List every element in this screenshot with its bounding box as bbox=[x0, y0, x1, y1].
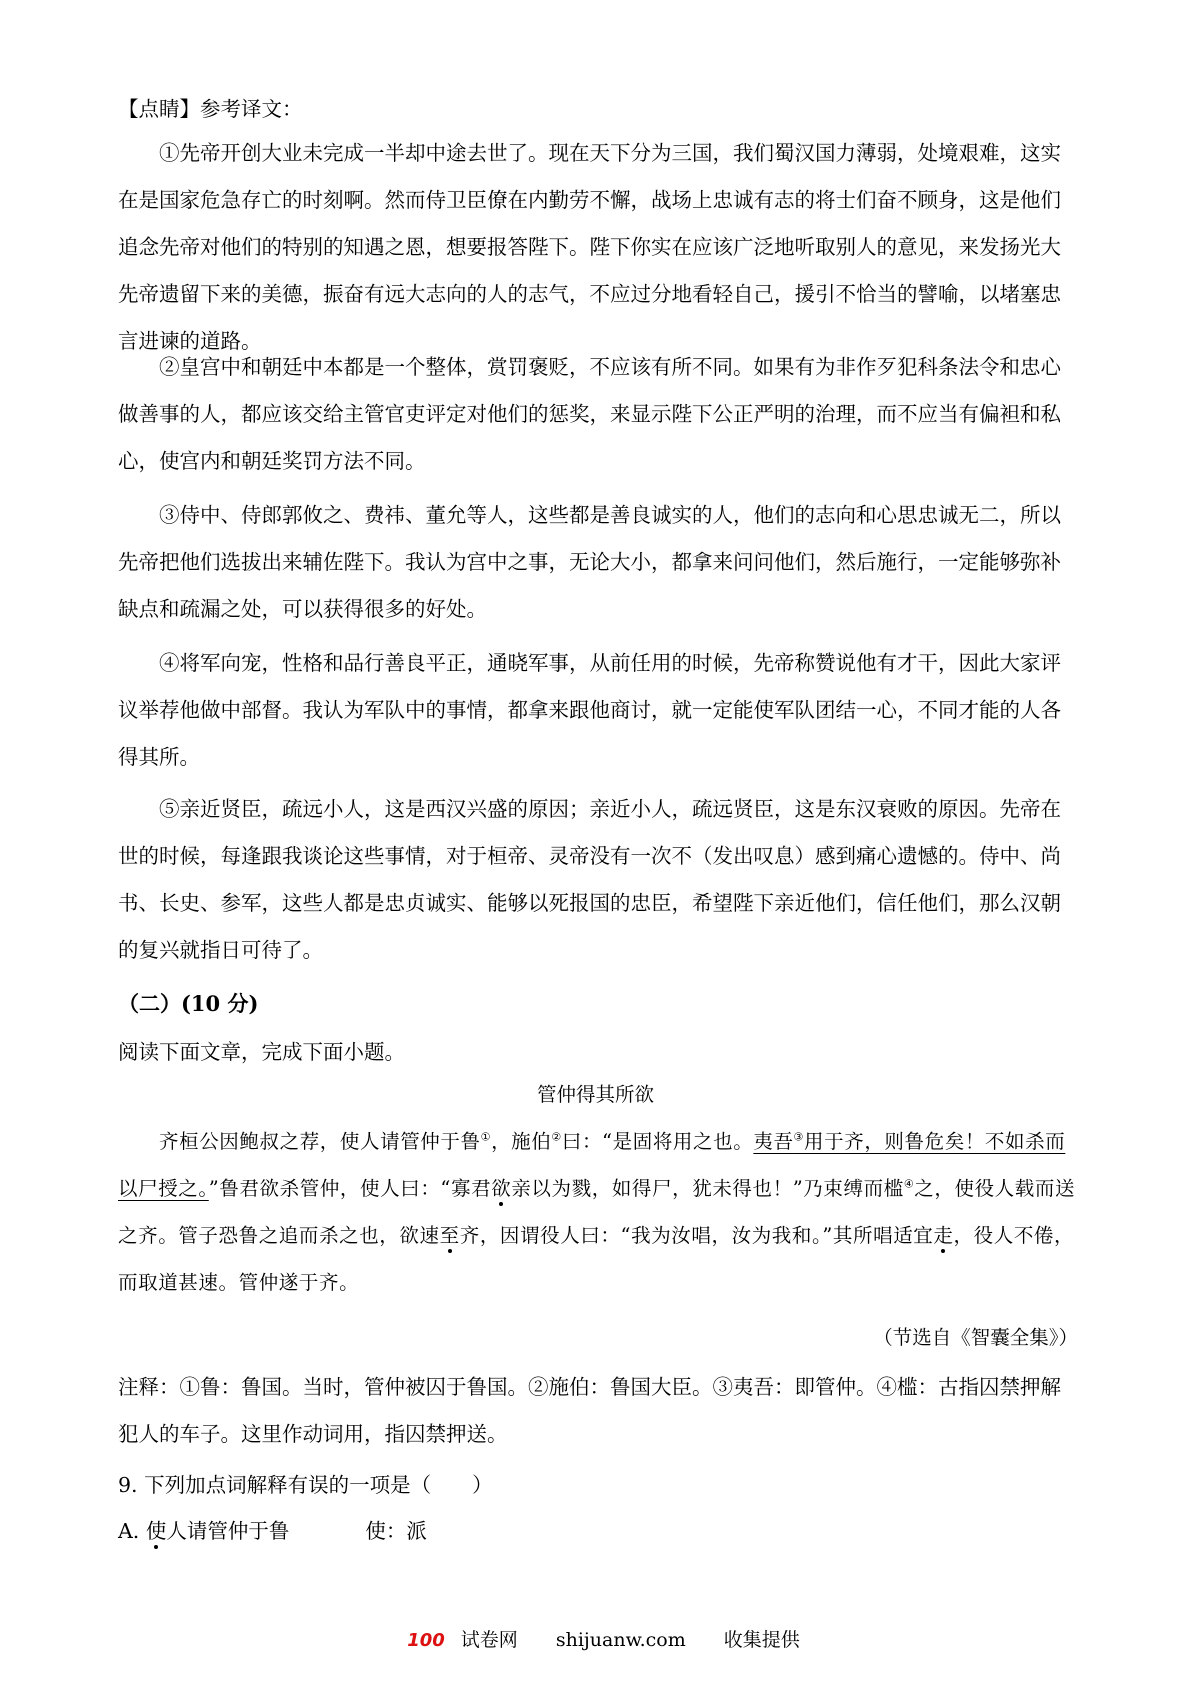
classical-passage: 齐桓公因鲍叔之荐，使人请管仲于鲁①，施伯②曰：“是固将用之也。夷吾③用于齐，则鲁危矣！不如杀而以尸授之。”鲁君欲杀管仲，使人曰：“寡君欲亲以为戮，如得尸，犹未得也！”乃束缚而槛④之，使役人载而送之齐。管子恐鲁之追而杀之也，欲速至齐，因谓役人曰：“我为汝唱，汝为我和。”其所唱适宜走，役人不倦，而取道甚速。管仲遂于齐。 bbox=[118, 1130, 1076, 1294]
dianjing-label: 【点睛】参考译文： bbox=[118, 97, 303, 121]
passage-source: （节选自《智囊全集》） bbox=[873, 1326, 1078, 1349]
underlined-sentence: 夷吾③用于齐，则鲁危矣！不如杀而以尸授之。 bbox=[118, 1130, 1066, 1200]
dotted-word-zhi: 至 bbox=[439, 1224, 460, 1247]
passage-notes: 注释：①鲁：鲁国。当时，管仲被囚于鲁国。②施伯：鲁国大臣。③夷吾：即管仲。④槛：古指囚禁押解犯人的车子。这里作动词用，指囚禁押送。 bbox=[118, 1375, 1061, 1446]
page-footer bbox=[0, 1625, 1191, 1652]
passage-title: 管仲得其所欲 bbox=[536, 1083, 654, 1106]
site-logo: 100 bbox=[407, 1630, 445, 1651]
dotted-word-zou: 走 bbox=[933, 1224, 954, 1247]
question-stem: 9. 下列加点词解释有误的一项是（ ） bbox=[118, 1473, 493, 1497]
dotted-word-shi: 使 bbox=[145, 1519, 167, 1543]
site-url[interactable]: shijuanw.com bbox=[555, 1629, 686, 1651]
provided-text: 收集提供 bbox=[723, 1629, 800, 1651]
site-name: 试卷网 bbox=[460, 1629, 518, 1651]
translation-paragraph-2: ②皇宫中和朝廷中本都是一个整体，赏罚褒贬，不应该有所不同。如果有为非作歹犯科条法令和忠心做善事的人，都应该交给主管官吏评定对他们的惩奖，来显示陛下公正严明的治理，而不应当有偏袒和私心，使宫内和朝廷奖罚方法不同。 bbox=[118, 355, 1061, 473]
translation-paragraph-3: ③侍中、侍郎郭攸之、费祎、董允等人，这些都是善良诚实的人，他们的志向和心思忠诚无二，所以先帝把他们选拔出来辅佐陛下。我认为宫中之事，无论大小，都拿来问问他们，然后施行，一定能够弥补缺点和疏漏之处，可以获得很多的好处。 bbox=[118, 503, 1061, 621]
option-a: A. 使人请管仲于鲁 使：派 bbox=[118, 1519, 427, 1543]
section-instruction: 阅读下面文章，完成下面小题。 bbox=[118, 1040, 405, 1064]
translation-paragraph-4: ④将军向宠，性格和品行善良平正，通晓军事，从前任用的时候，先帝称赞说他有才干，因此大家评议举荐他做中部督。我认为军队中的事情，都拿来跟他商讨，就一定能使军队团结一心，不同才能的人各得其所。 bbox=[118, 651, 1061, 769]
section-heading: （二）(10 分) bbox=[118, 991, 259, 1016]
translation-paragraph-1: ①先帝开创大业未完成一半却中途去世了。现在天下分为三国，我们蜀汉国力薄弱，处境艰难，这实在是国家危急存亡的时刻啊。然而侍卫臣僚在内勤劳不懈，战场上忠诚有志的将士们奋不顾身，这是他们追念先帝对他们的特别的知遇之恩，想要报答陛下。陛下你实在应该广泛地听取别人的意见，来发扬光大先帝遗留下来的美德，振奋有远大志向的人的志气，不应过分地看轻自己，援引不恰当的譬喻，以堵塞忠言进谏的道路。 bbox=[118, 141, 1061, 353]
translation-paragraph-5: ⑤亲近贤臣，疏远小人，这是西汉兴盛的原因；亲近小人，疏远贤臣，这是东汉衰败的原因。先帝在世的时候，每逢跟我谈论这些事情，对于桓帝、灵帝没有一次不（发出叹息）感到痛心遗憾的。侍中、尚书、长史、参军，这些人都是忠贞诚实、能够以死报国的忠臣，希望陛下亲近他们，信任他们，那么汉朝的复兴就指日可待了。 bbox=[118, 797, 1061, 962]
dotted-word-yu: 欲 bbox=[491, 1177, 512, 1200]
